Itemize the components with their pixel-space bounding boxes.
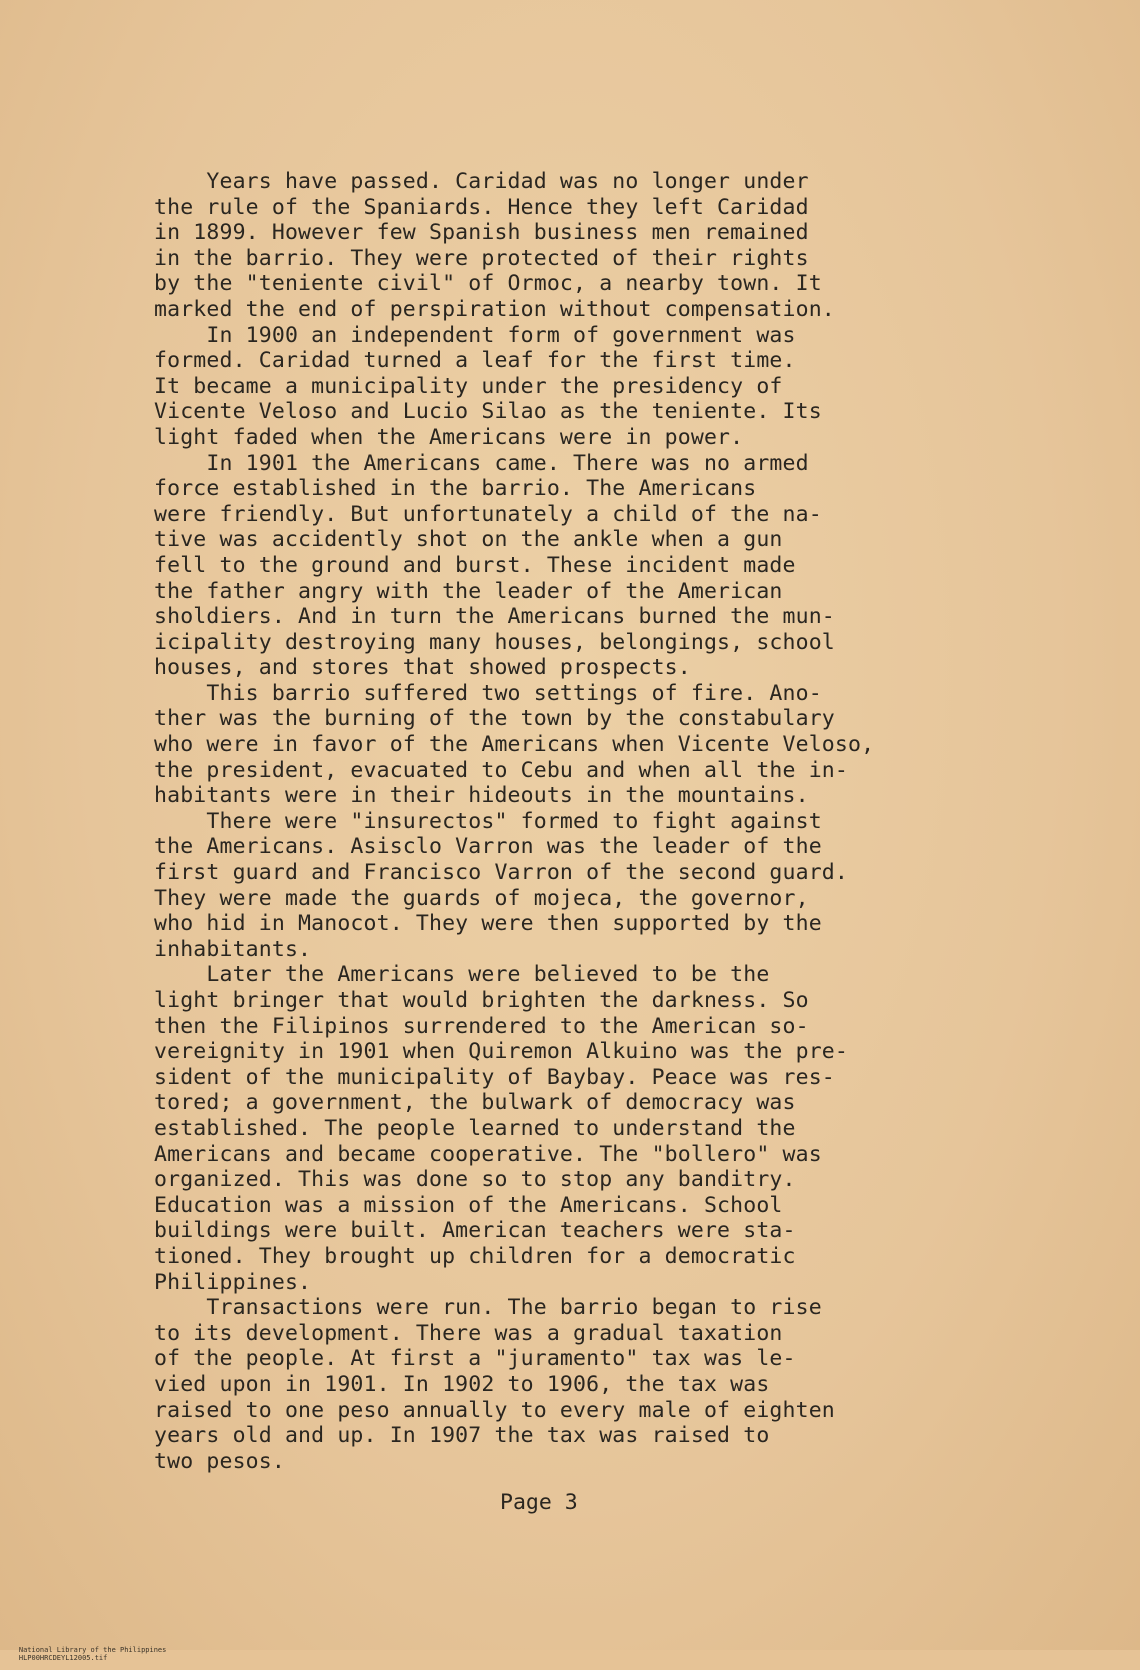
text-line: houses, and stores that showed prospects.	[154, 655, 691, 681]
text-line: sholdiers. And in turn the Americans burned the mun-	[154, 604, 835, 630]
text-line: They were made the guards of mojeca, the governor,	[154, 885, 809, 911]
text-line: raised to one peso annually to every male of eighten	[154, 1397, 835, 1423]
text-line: Education was a mission of the Americans. School	[154, 1192, 783, 1218]
text-line: icipality destroying many houses, belongings, school	[154, 629, 835, 655]
text-line: then the Filipinos surrendered to the American so-	[154, 1013, 809, 1039]
text-line: formed. Caridad turned a leaf for the first time.	[154, 348, 796, 374]
text-line: fell to the ground and burst. These incident made	[154, 552, 796, 578]
text-line: the rule of the Spaniards. Hence they left Caridad	[154, 194, 809, 220]
text-line: It became a municipality under the presidency of	[154, 373, 783, 399]
text-line: vied upon in 1901. In 1902 to 1906, the tax was	[154, 1371, 770, 1397]
text-line: who hid in Manocot. They were then supported by the	[154, 911, 822, 937]
text-line: In 1901 the Americans came. There was no armed	[154, 450, 809, 476]
text-line: inhabitants.	[154, 936, 312, 962]
text-line: tioned. They brought up children for a democratic	[154, 1243, 796, 1269]
text-line: two pesos.	[154, 1448, 285, 1474]
text-line: by the "teniente civil" of Ormoc, a nearby town. It	[154, 271, 822, 297]
text-line: tored; a government, the bulwark of democracy was	[154, 1090, 796, 1116]
text-line: organized. This was done so to stop any banditry.	[154, 1167, 796, 1193]
text-line: to its development. There was a gradual taxation	[154, 1320, 783, 1346]
text-line: Years have passed. Caridad was no longer under	[154, 169, 809, 194]
text-line: ther was the burning of the town by the constabulary	[154, 706, 835, 732]
footer-source: National Library of the Philippines	[18, 1646, 167, 1654]
text-line: buildings were built. American teachers were sta-	[154, 1218, 796, 1244]
text-line: Philippines.	[154, 1269, 312, 1295]
text-line: light faded when the Americans were in power.	[154, 424, 744, 450]
text-line: light bringer that would brighten the darkness. So	[154, 988, 809, 1013]
text-line: This barrio suffered two settings of fire. Ano-	[154, 680, 822, 706]
text-line: years old and up. In 1907 the tax was raised to	[154, 1423, 770, 1449]
text-line: in the barrio. They were protected of their rights	[154, 245, 809, 271]
text-line: Transactions were run. The barrio began to rise	[154, 1295, 822, 1321]
text-line: who were in favor of the Americans when Vicente Veloso,	[154, 732, 875, 758]
text-line: Vicente Veloso and Lucio Silao as the teniente. Its	[154, 399, 822, 425]
text-line: In 1900 an independent form of government was	[154, 322, 796, 348]
text-line: established. The people learned to understand the	[154, 1115, 796, 1141]
text-line: habitants were in their hideouts in the mountains.	[154, 783, 809, 809]
text-line: of the people. At first a "juramento" tax was le-	[154, 1346, 796, 1372]
text-line: the Americans. Asisclo Varron was the leader of the	[154, 834, 822, 860]
text-line: Later the Americans were believed to be the	[154, 962, 770, 988]
text-line: the father angry with the leader of the American	[154, 578, 783, 604]
text-line: There were "insurectos" formed to fight against	[154, 808, 822, 834]
text-line: tive was accidently shot on the ankle when a gun	[154, 527, 783, 553]
text-line: sident of the municipality of Baybay. Peace was res-	[154, 1064, 835, 1090]
text-line: Americans and became cooperative. The "bollero" was	[154, 1141, 822, 1167]
text-line: in 1899. However few Spanish business men remained	[154, 220, 809, 246]
body-text	[154, 169, 994, 1474]
text-line: first guard and Francisco Varron of the second guard.	[154, 860, 848, 886]
text-line: marked the end of perspiration without compensation.	[154, 296, 835, 322]
scan-footer	[2, 1638, 180, 1670]
text-line: were friendly. But unfortunately a child of the na-	[154, 501, 822, 527]
text-line: force established in the barrio. The Americans	[154, 476, 757, 502]
text-line: vereignity in 1901 when Quiremon Alkuino was the pre-	[154, 1039, 848, 1065]
page-number: Page 3	[500, 1490, 578, 1515]
footer-file: HLP00HRCDEYL12005.tif	[18, 1654, 108, 1662]
text-line: the president, evacuated to Cebu and when all the in-	[154, 757, 848, 783]
